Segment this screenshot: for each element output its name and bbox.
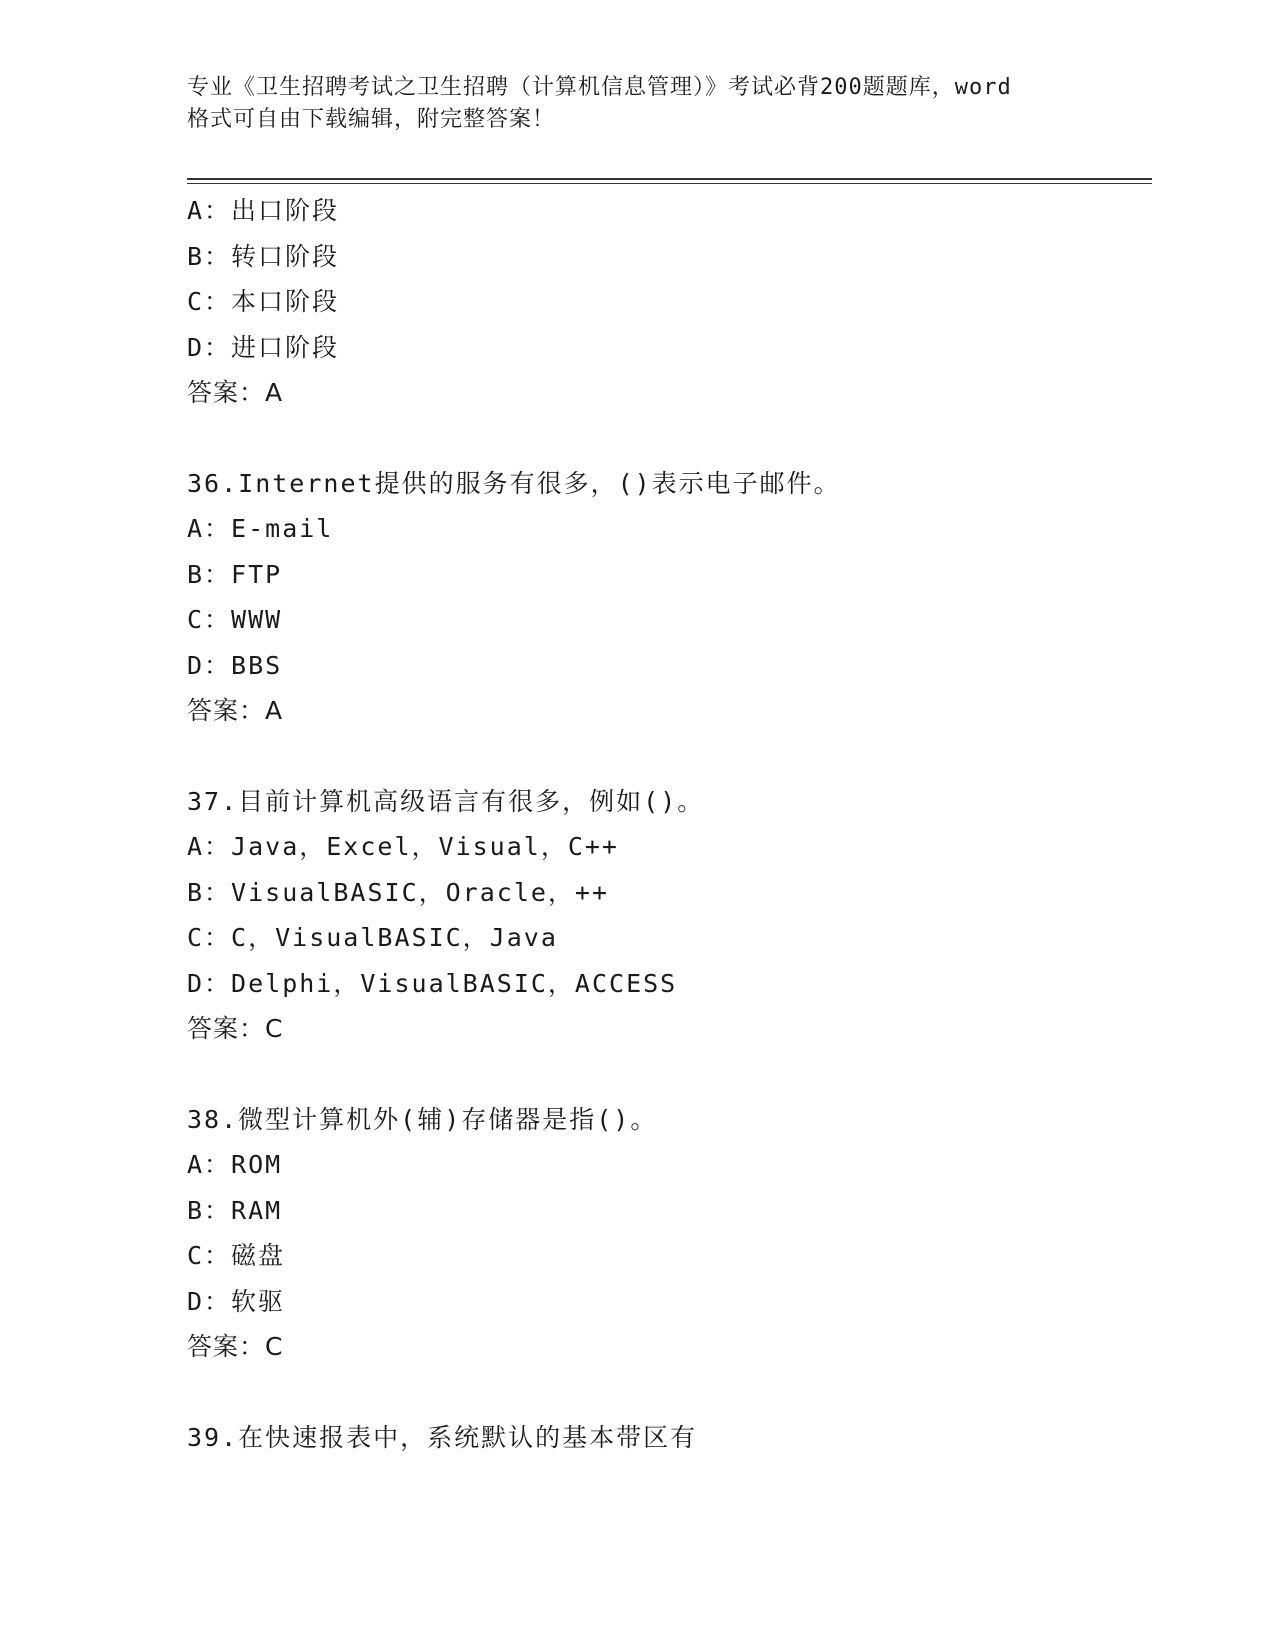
option-d: D：软驱 bbox=[187, 1286, 286, 1316]
header-divider-thin bbox=[187, 183, 1152, 184]
answer-line: 答案：A bbox=[187, 378, 284, 407]
question-title: 36.Internet提供的服务有很多，()表示电子邮件。 bbox=[187, 468, 841, 498]
header-divider bbox=[187, 178, 1152, 180]
option-d: D：进口阶段 bbox=[187, 332, 340, 362]
option-a: A：E-mail bbox=[187, 514, 334, 543]
option-b: B：VisualBASIC，Oracle，++ bbox=[187, 877, 610, 907]
option-c: C：磁盘 bbox=[187, 1241, 286, 1270]
question-title: 39.在快速报表中，系统默认的基本带区有 bbox=[187, 1422, 698, 1452]
option-b: B：转口阶段 bbox=[187, 241, 340, 271]
answer-line: 答案：C bbox=[187, 1332, 284, 1361]
option-b: B：FTP bbox=[187, 559, 283, 589]
option-d: D：Delphi，VisualBASIC，ACCESS bbox=[187, 968, 678, 998]
document-header bbox=[187, 72, 1087, 136]
option-c: C：WWW bbox=[187, 605, 283, 634]
option-a: A：出口阶段 bbox=[187, 196, 340, 225]
question-title: 38.微型计算机外(辅)存储器是指()。 bbox=[187, 1104, 658, 1134]
option-b: B：RAM bbox=[187, 1195, 283, 1225]
option-c: C：C，VisualBASIC，Java bbox=[187, 923, 558, 952]
question-list bbox=[187, 188, 1147, 1460]
option-a: A：ROM bbox=[187, 1150, 283, 1179]
option-a: A：Java，Excel，Visual，C++ bbox=[187, 832, 619, 861]
option-d: D：BBS bbox=[187, 650, 283, 680]
answer-line: 答案：A bbox=[187, 696, 284, 725]
header-line-2: 格式可自由下载编辑，附完整答案！ bbox=[187, 107, 556, 132]
question-title: 37.目前计算机高级语言有很多，例如()。 bbox=[187, 786, 705, 816]
answer-line: 答案：C bbox=[187, 1014, 284, 1043]
option-c: C：本口阶段 bbox=[187, 287, 340, 316]
header-line-1: 专业《卫生招聘考试之卫生招聘（计算机信息管理）》考试必背200题题库，word bbox=[187, 75, 1012, 100]
